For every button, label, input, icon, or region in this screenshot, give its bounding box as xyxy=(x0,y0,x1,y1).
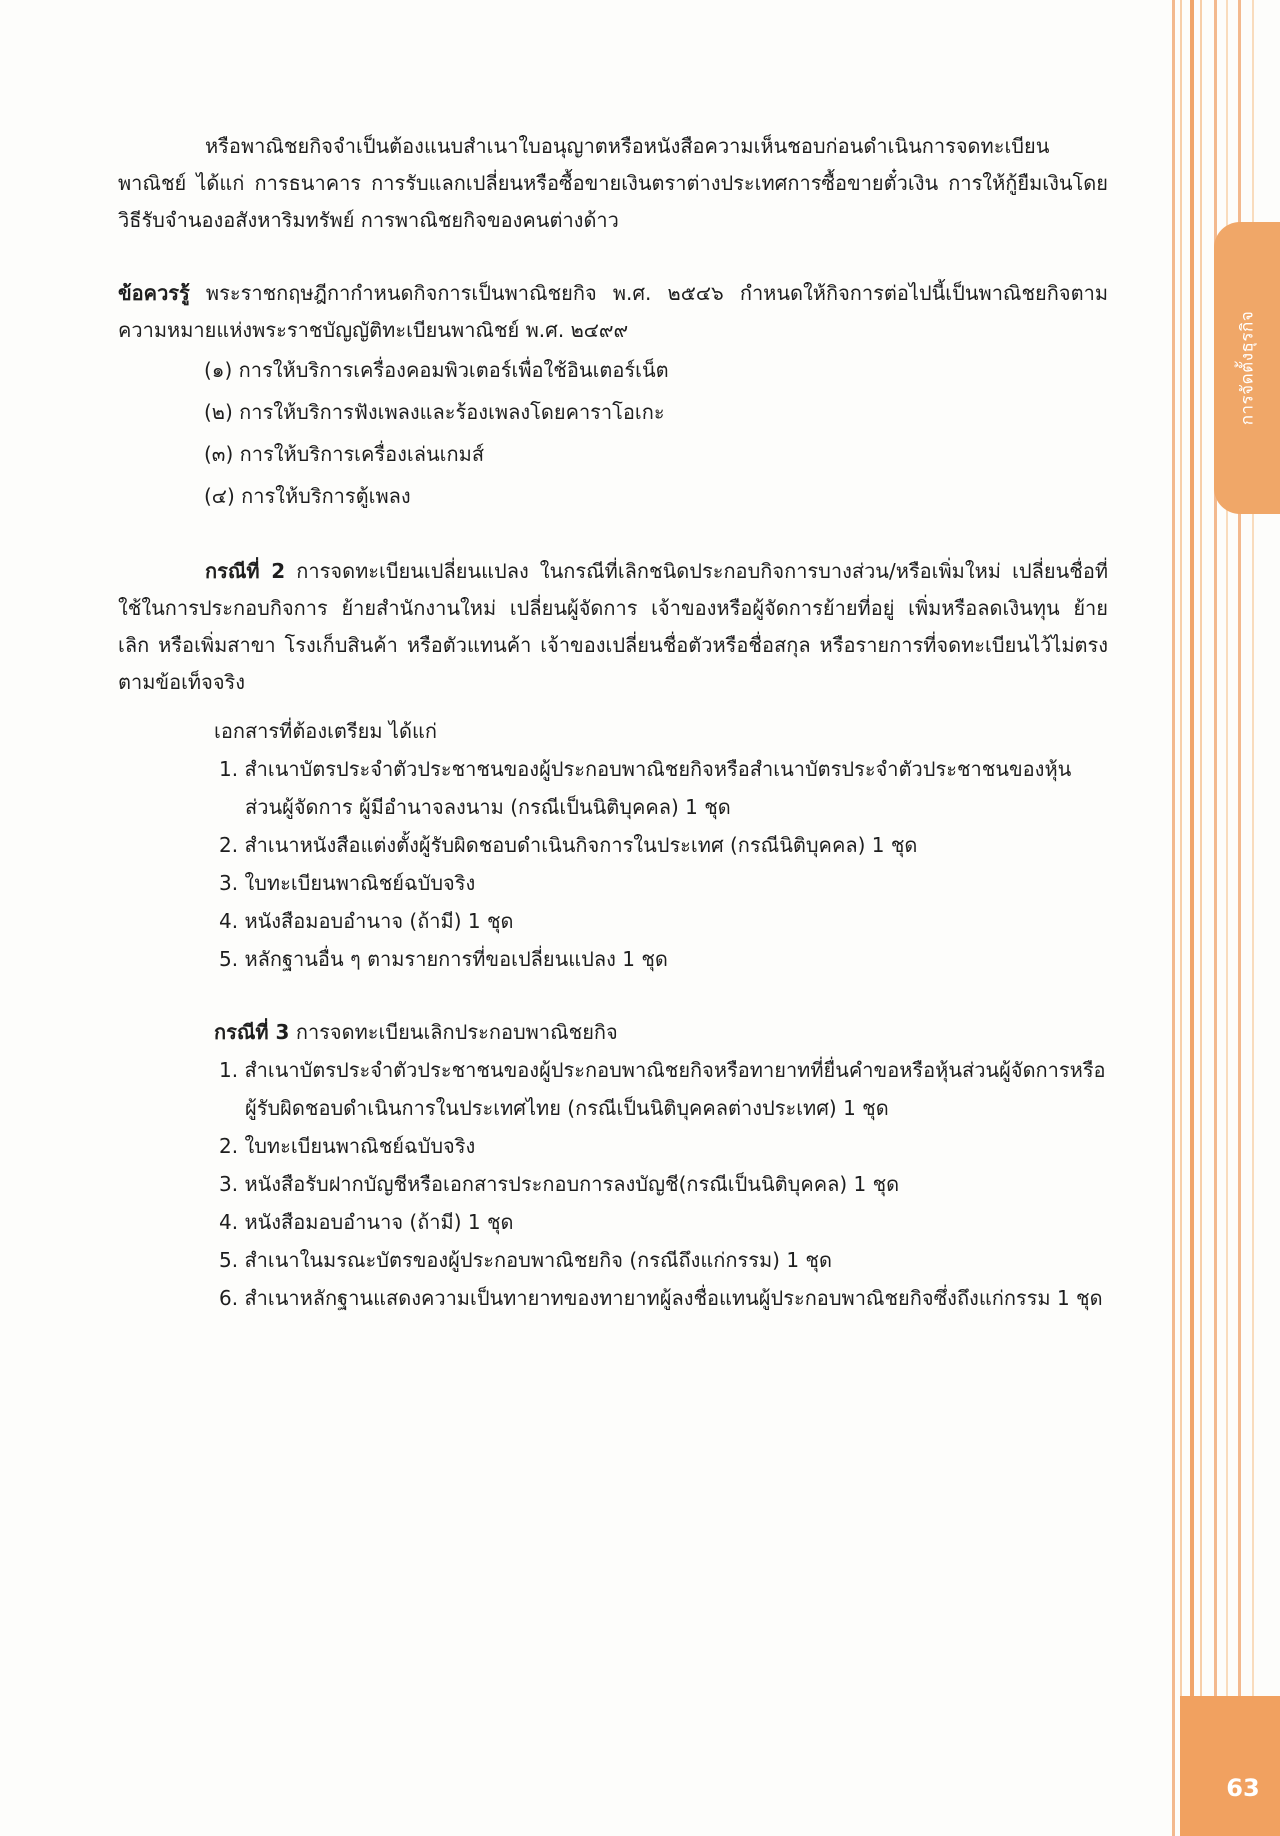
case3-label: กรณีที่ 3 xyxy=(214,1020,290,1044)
list-item: 3. หนังสือรับฝากบัญชีหรือเอกสารประกอบการลงบัญชี(กรณีเป็นนิติบุคคล) 1 ชุด xyxy=(219,1172,900,1196)
chapter-tab-label: การจัดตั้งธุรกิจ xyxy=(1237,310,1258,426)
decorative-rule xyxy=(1180,0,1182,1836)
list-item: 5. สำเนาในมรณะบัตรของผู้ประกอบพาณิชยกิจ (กรณีถึงแก่กรรม) 1 ชุด xyxy=(219,1248,832,1272)
body-text xyxy=(118,128,1108,1317)
list-item: 6. สำเนาหลักฐานแสดงความเป็นทายาทของทายาทผู้ลงชื่อแทนผู้ประกอบพาณิชยกิจซึ่งถึงแก่กรรม 1 ชุด xyxy=(219,1286,1103,1310)
list-item: 5. หลักฐานอื่น ๆ ตามรายการที่ขอเปลี่ยนแปลง 1 ชุด xyxy=(219,947,668,971)
case2-paragraph xyxy=(118,553,1108,701)
list-item: 2. ใบทะเบียนพาณิชย์ฉบับจริง xyxy=(219,1134,476,1158)
list-item: 3. ใบทะเบียนพาณิชย์ฉบับจริง xyxy=(219,871,476,895)
intro-paragraph: หรือพาณิชยกิจจำเป็นต้องแนบสำเนาใบอนุญาตหรือหนังสือความเห็นชอบก่อนดำเนินการจดทะเบียนพาณิชย์ ได้แก่ การธนาคาร การรับแลกเปลี่ยนหรือซื้อขายเงินตราต่างประเทศการซื้อขายตั๋วเงิน การให้กู้ยืมเงินโดยวิธีรับจำนองอสังหาริมทรัพย์ การพาณิชยกิจของคนต่างด้าว xyxy=(118,134,1108,232)
knowledge-text: พระราชกฤษฎีกากำหนดกิจการเป็นพาณิชยกิจ พ.ศ. ๒๕๔๖ กำหนดให้กิจการต่อไปนี้เป็นพาณิชยกิจตามความหมายแห่งพระราชบัญญัติทะเบียนพาณิชย์ พ.ศ. ๒๔๙๙ xyxy=(118,281,1108,342)
decorative-rule xyxy=(1200,0,1202,1836)
list-item: 1. สำเนาบัตรประจำตัวประชาชนของผู้ประกอบพาณิชยกิจหรือสำเนาบัตรประจำตัวประชาชนของหุ้นส่วนผู้จัดการ ผู้มีอำนาจลงนาม (กรณีเป็นนิติบุคคล) 1 ชุด xyxy=(219,757,1072,819)
list-item: 1. สำเนาบัตรประจำตัวประชาชนของผู้ประกอบพาณิชยกิจหรือทายาทที่ยื่นคำขอหรือหุ้นส่วนผู้จัดการหรือผู้รับผิดชอบดำเนินการในประเทศไทย (กรณีเป็นนิติบุคคลต่างประเทศ) 1 ชุด xyxy=(219,1058,1106,1120)
list-item: 4. หนังสือมอบอำนาจ (ถ้ามี) 1 ชุด xyxy=(219,1210,514,1234)
case2-doc-list xyxy=(118,750,1108,978)
list-item: (๑) การให้บริการเครื่องคอมพิวเตอร์เพื่อใช้อินเตอร์เน็ต xyxy=(204,358,669,382)
page-number-box xyxy=(1180,1696,1280,1836)
list-item: 4. หนังสือมอบอำนาจ (ถ้ามี) 1 ชุด xyxy=(219,909,514,933)
list-item: (๓) การให้บริการเครื่องเล่นเกมส์ xyxy=(204,442,485,466)
case3-heading xyxy=(118,1014,1108,1051)
case3-text: การจดทะเบียนเลิกประกอบพาณิชยกิจ xyxy=(295,1020,618,1044)
case2-docs-label: เอกสารที่ต้องเตรียม ได้แก่ xyxy=(214,719,437,743)
page-number: 63 xyxy=(1226,1774,1260,1802)
decorative-rule xyxy=(1172,0,1175,1836)
case2-label: กรณีที่ 2 xyxy=(205,559,286,583)
case3-doc-list xyxy=(118,1051,1108,1317)
list-item: (๔) การให้บริการตู้เพลง xyxy=(204,484,411,508)
case2-text: การจดทะเบียนเปลี่ยนแปลง ในกรณีที่เลิกชนิดประกอบกิจการบางส่วน/หรือเพิ่มใหม่ เปลี่ยนชื่อที่ใช้ในการประกอบกิจการ ย้ายสำนักงานใหม่ เปลี่ยนผู้จัดการ เจ้าของหรือผู้จัดการย้ายที่อยู่ เพิ่มหรือลดเงินทุน ย้าย เลิก หรือเพิ่มสาขา โรงเก็บสินค้า หรือตัวแทนค้า เจ้าของเปลี่ยนชื่อตัวหรือชื่อสกุล หรือรายการที่จดทะเบียนไว้ไม่ตรงตามข้อเท็จจริง xyxy=(118,559,1109,694)
list-item: (๒) การให้บริการฟังเพลงและร้องเพลงโดยคาราโอเกะ xyxy=(204,400,665,424)
knowledge-list xyxy=(118,349,1108,517)
list-item: 2. สำเนาหนังสือแต่งตั้งผู้รับผิดชอบดำเนินกิจการในประเทศ (กรณีนิติบุคคล) 1 ชุด xyxy=(219,833,918,857)
knowledge-label: ข้อควรรู้ xyxy=(118,281,190,305)
knowledge-paragraph xyxy=(118,275,1108,349)
decorative-rule xyxy=(1190,0,1194,1836)
